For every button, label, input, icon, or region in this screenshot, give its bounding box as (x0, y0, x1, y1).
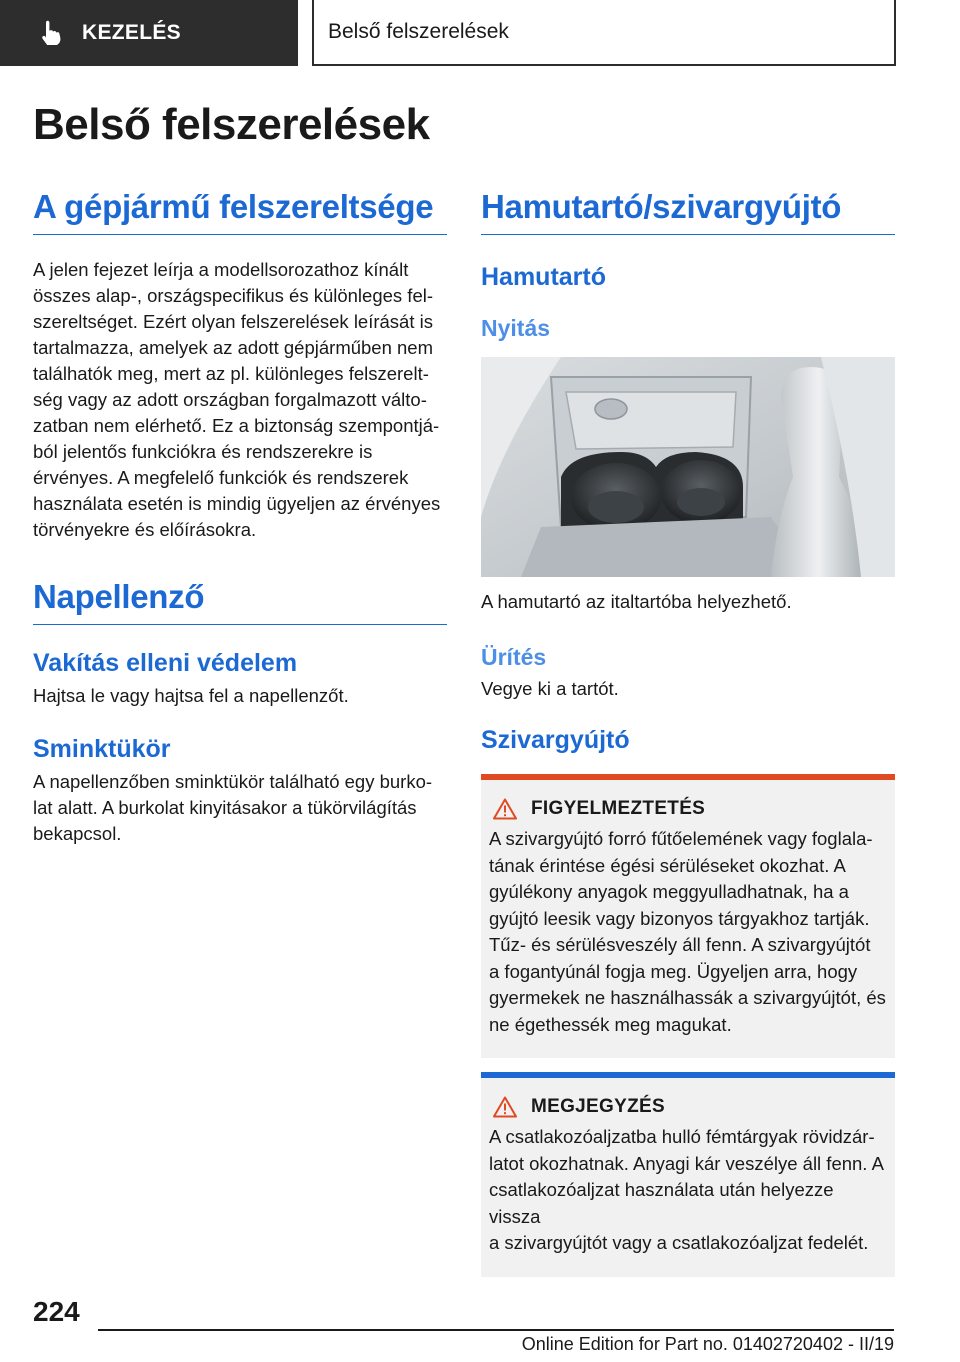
text-line: gyújtó leesik vagy bizonyos tárgyakhoz tartják. (489, 907, 870, 929)
text-line: bekapcsol. (33, 823, 122, 844)
text-line: Tűz- és sérülésveszély áll fenn. A szivargyújtót (489, 934, 871, 955)
text-line: zatban nem elérhető. Ez a biztonság szempontjá- (33, 415, 440, 436)
equipment-text (33, 257, 447, 543)
page-title: Belső felszerelések (33, 100, 430, 149)
note-box (481, 1072, 895, 1277)
empty-heading: Ürítés (481, 644, 547, 670)
glare-text (33, 683, 447, 709)
chapter-box (312, 0, 896, 66)
text-line: tának érintése égési sérüléseket okozhat. A (489, 854, 846, 876)
pointing-hand-icon (38, 20, 64, 46)
text-line: ség vagy az adott országban forgalmazott válto- (33, 389, 427, 410)
text-line: találhatók meg, mert az pl. különleges felszerelt- (33, 363, 429, 384)
warning-title: FIGYELMEZTETÉS (531, 798, 706, 819)
text-line: törvényekre és előírásokra. (33, 519, 257, 540)
ashtray-caption: A hamutartó az italtartóba helyezhető. (481, 591, 792, 612)
text-line: A szivargyújtó forró fűtőelemének vagy foglala- (489, 828, 873, 849)
text-line: A jelen fejezet leírja a modellsorozathoz kínált (33, 259, 409, 280)
chapter-label: Belső felszerelések (328, 20, 509, 43)
ashtray-photo (481, 357, 895, 577)
text-line: szereltséget. Ezért olyan felszerelések leírását is (33, 311, 433, 332)
text-line: használata esetén is mindig ügyeljen az érvényes (33, 493, 441, 514)
text-line: Hajtsa le vagy hajtsa fel a napellenzőt. (33, 685, 349, 706)
section-label: KEZELÉS (82, 21, 181, 44)
warning-triangle-icon (493, 1096, 517, 1118)
mirror-heading: Sminktükör (33, 735, 171, 763)
mirror-text (33, 769, 447, 847)
equipment-heading: A gépjármű felszereltsége (33, 186, 447, 235)
warning-triangle-icon (493, 798, 517, 820)
warning-head (489, 798, 887, 820)
ashtray-lighter-heading: Hamutartó/szivargyújtó (481, 186, 895, 235)
glare-heading: Vakítás elleni védelem (33, 649, 298, 677)
empty-text: Vegye ki a tartót. (481, 678, 619, 699)
warning-box (481, 774, 895, 1058)
warning-text (489, 826, 887, 1038)
text-line: lat alatt. A burkolat kinyitásakor a tükörvilágítás (33, 797, 417, 818)
page-header (0, 0, 960, 66)
page-number: 224 (33, 1296, 80, 1327)
left-column (33, 186, 447, 847)
text-line: a szivargyújtót vagy a csatlakozóaljzat fedelét. (489, 1232, 869, 1253)
text-line: A csatlakozóaljzatba hulló fémtárgyak rövidzár- (489, 1126, 875, 1147)
right-column (481, 186, 895, 1277)
text-line: latot okozhatnak. Anyagi kár veszélye áll fenn. A (489, 1152, 884, 1174)
ashtray-heading: Hamutartó (481, 263, 607, 291)
text-line: csatlakozóaljzat használata után helyezze vissza (489, 1179, 834, 1227)
text-line: érvényes. A megfelelő funkciók és rendszerek (33, 467, 409, 488)
text-line: ne égethessék meg magukat. (489, 1013, 732, 1035)
text-line: A napellenzőben sminktükör található egy burko- (33, 771, 433, 792)
text-line: gyermekek ne használhassák a szivargyújtót, és (489, 987, 886, 1008)
section-tab (0, 0, 298, 66)
text-line: ból jelentős funkciókra és rendszerekre is (33, 441, 373, 462)
footer-rule (98, 1329, 894, 1331)
note-title: MEGJEGYZÉS (531, 1096, 665, 1117)
note-text (489, 1124, 887, 1257)
edition-footer: Online Edition for Part no. 01402720402 - II/19 (521, 1334, 894, 1354)
text-line: gyúlékony anyagok meggyulladhatnak, ha a (489, 881, 849, 902)
lighter-heading: Szivargyújtó (481, 726, 630, 754)
note-head (489, 1096, 887, 1118)
text-line: tartalmazza, amelyek az adott gépjárműben nem (33, 337, 434, 358)
text-line: a fogantyúnál fogja meg. Ügyeljen arra, hogy (489, 960, 858, 982)
text-line: összes alap-, országspecifikus és különleges fel- (33, 285, 433, 306)
open-heading: Nyitás (481, 315, 551, 341)
sunvisor-heading: Napellenző (33, 576, 447, 625)
